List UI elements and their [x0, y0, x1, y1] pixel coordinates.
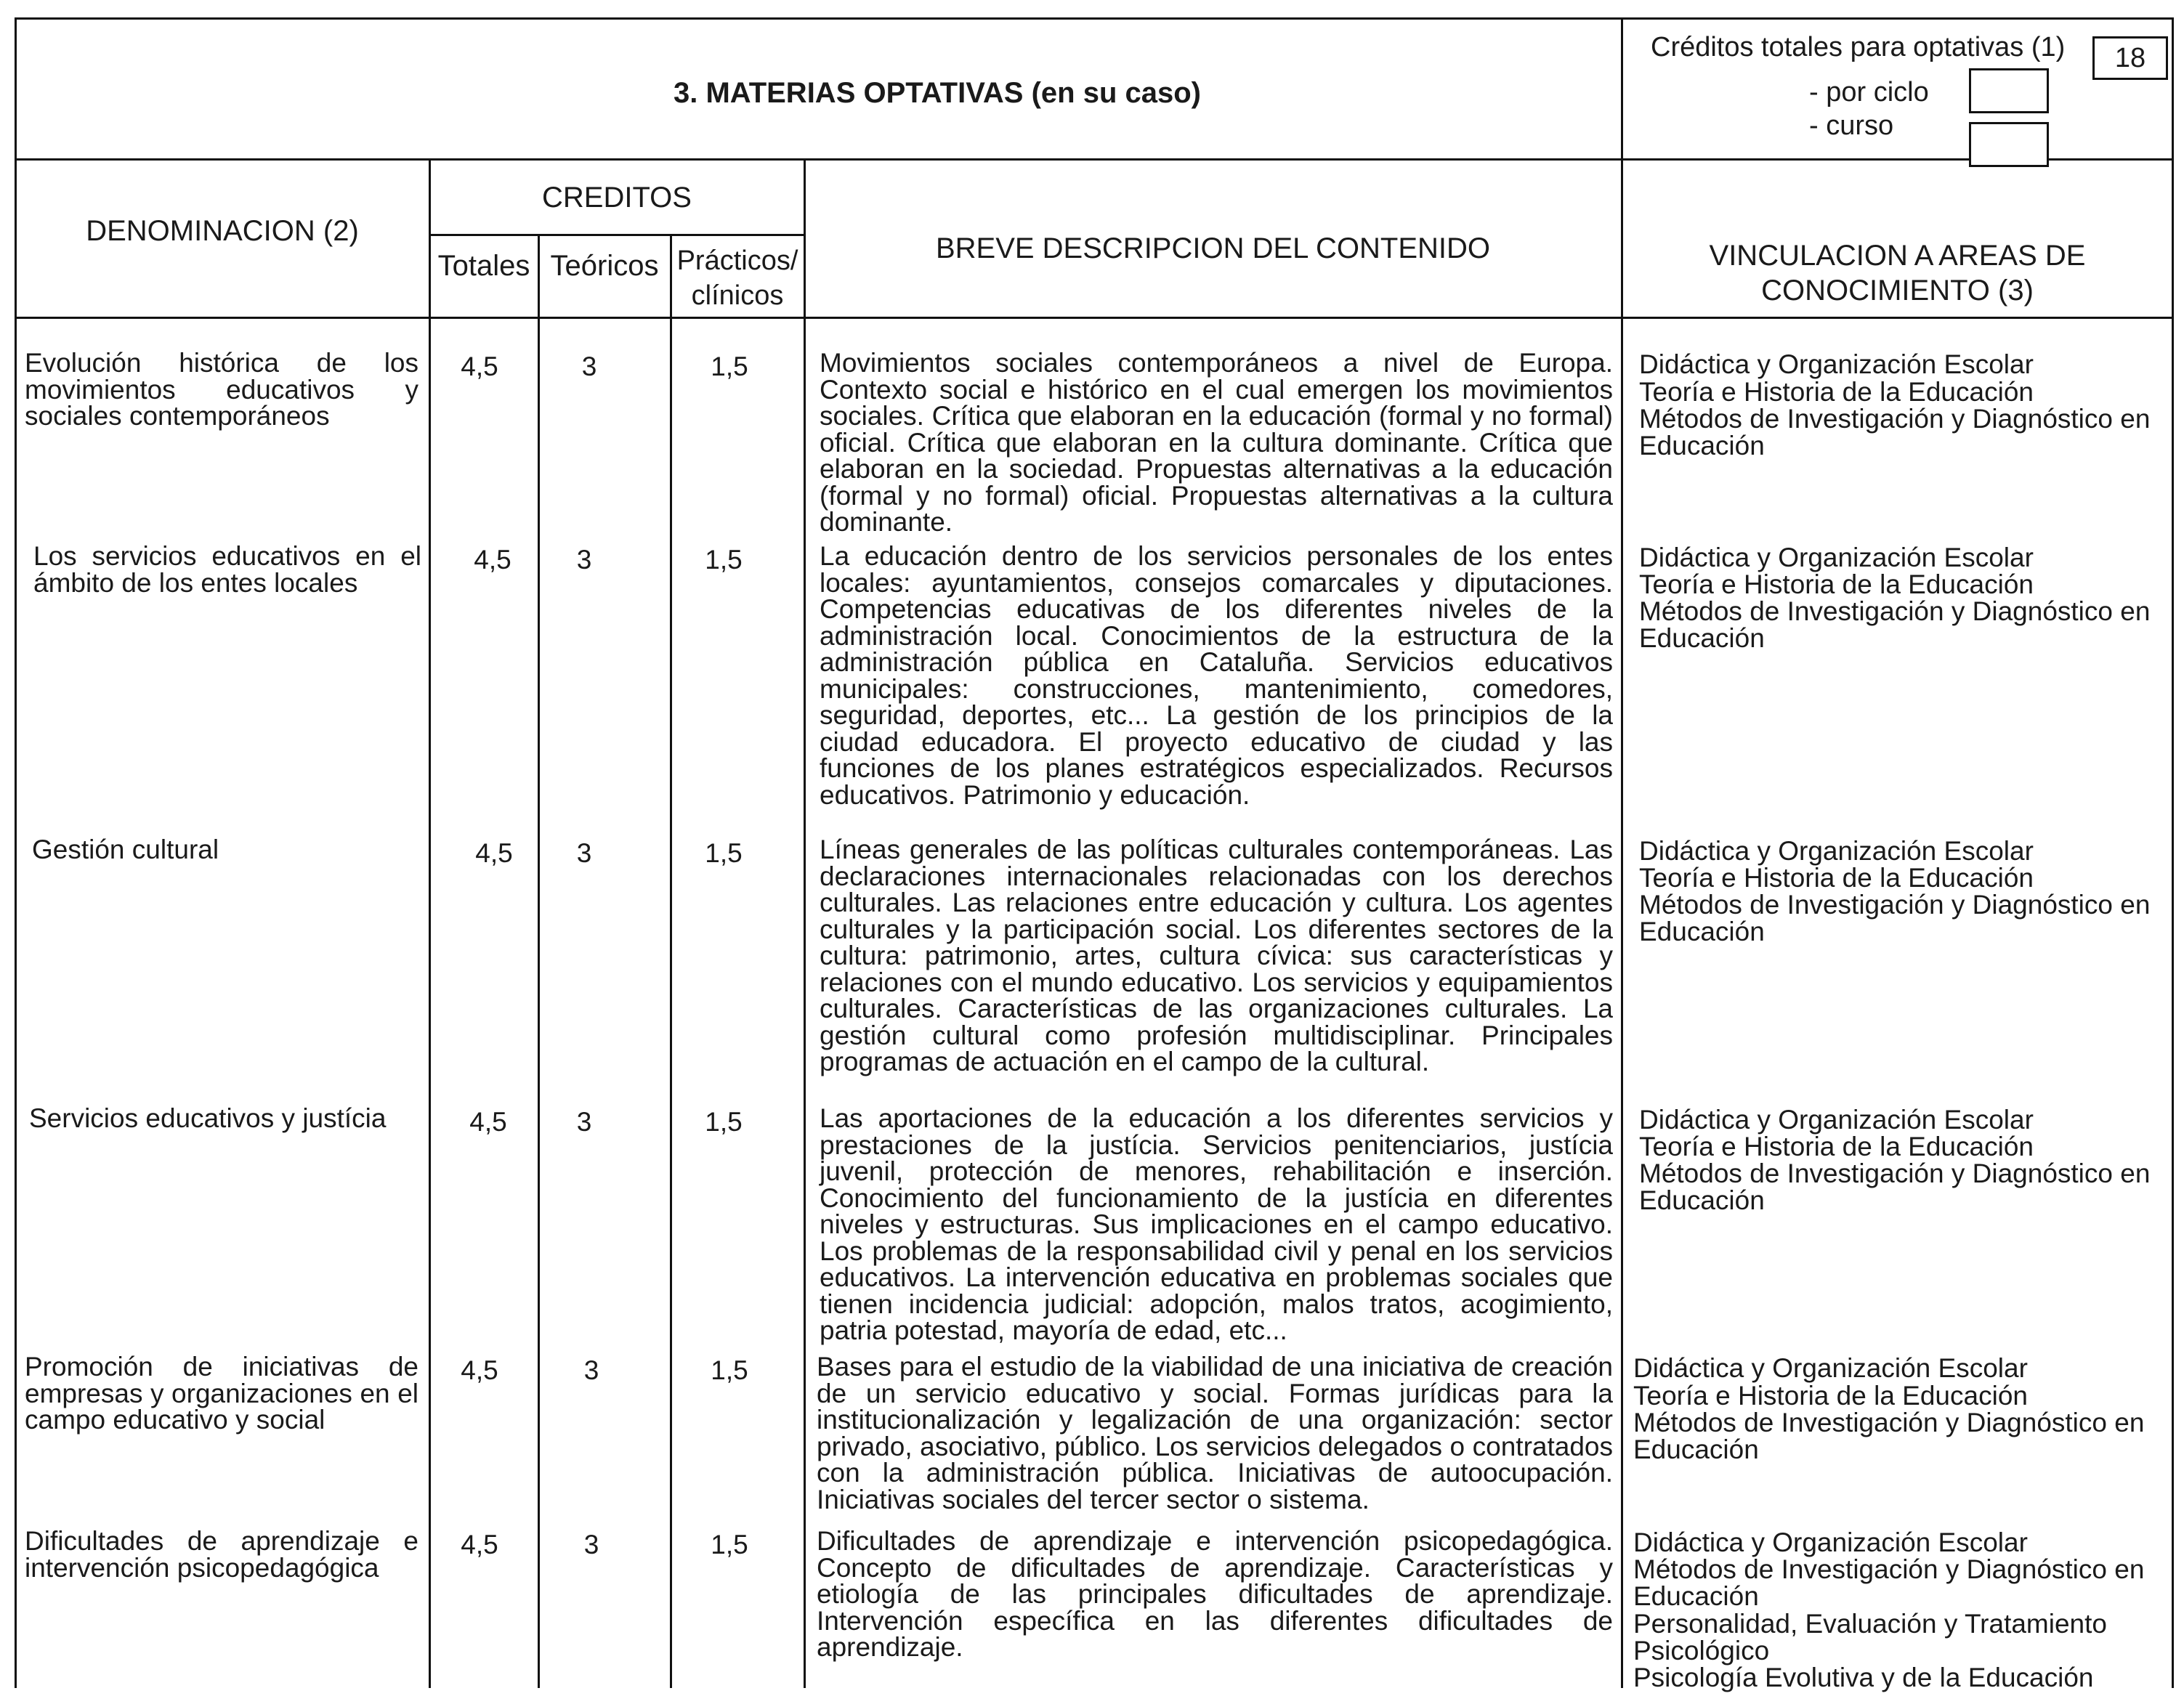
rule-col-denominacion: [429, 158, 431, 1688]
rule-left: [15, 17, 17, 1688]
row-totales: 4,5: [475, 838, 513, 868]
row-area: Personalidad, Evaluación y Tratamiento Psicológico: [1633, 1609, 2107, 1666]
row-practicos: 1,5: [705, 545, 743, 575]
row-descripcion: Movimientos sociales contemporáneos a nivel de Europa. Contexto social e histórico en el cual emergen los movimientos sociales. Crítica que elaboran en la educación (formal y no formal) oficial. Crítica que elaboran en la cultura dominante. Crítica que elaboran en la sociedad. Propuestas alternativas a la educación (formal y no formal) oficial. Propuestas alternativas a la cultura dominante.: [820, 348, 1613, 537]
row-area: Didáctica y Organización Escolar: [1639, 836, 2034, 866]
row-denominacion: Gestión cultural: [32, 835, 219, 864]
col-header-teoricos: Teóricos: [550, 250, 659, 282]
creditos-totales-label: Créditos totales para optativas (1): [1651, 32, 2066, 62]
row-teoricos: 3: [581, 352, 597, 381]
row-area: Teoría e Historia de la Educación: [1639, 377, 2034, 407]
row-teoricos: 3: [576, 838, 592, 868]
row-practicos: 1,5: [711, 352, 748, 381]
row-practicos: 1,5: [711, 1355, 748, 1385]
col-header-vinculacion-line1: VINCULACION A AREAS DE: [1709, 240, 2086, 272]
row-teoricos: 3: [576, 1107, 592, 1137]
row-area: Métodos de Investigación y Diagnóstico en Educación: [1633, 1408, 2145, 1464]
row-totales: 4,5: [461, 352, 498, 381]
rule-col-creditos: [804, 158, 806, 1688]
curso-box: [1969, 122, 2049, 167]
row-denominacion: Evolución histórica de los movimientos educativos y sociales contemporáneos: [25, 348, 418, 431]
row-denominacion: Dificultades de aprendizaje e intervención psicopedagógica: [25, 1526, 418, 1583]
rule-column-header-bottom: [15, 317, 2174, 319]
row-area: Métodos de Investigación y Diagnóstico en Educación: [1639, 1159, 2151, 1215]
row-descripcion: Las aportaciones de la educación a los diferentes servicios y prestaciones de la justícia. Servicios penitenciarios, justícia juvenil, protección de menores, rehabilitación e inserción. Conocimiento del funcionamiento de la justícia en diferentes niveles y estructuras. Sus implicaciones en el campo educativo. Los problemas de la responsabilidad civil y penal en los servicios educativos. La intervención educativa en problemas sociales que tienen incidencia judicial: adopción, malos tratos, acogimiento, patria potestad, mayoría de edad, etc...: [820, 1103, 1613, 1345]
row-descripcion: Bases para el estudio de la viabilidad de una iniciativa de creación de un servicio educativo y social. Formas jurídicas para la institucionalización y legalización de una organización: sector privado, asociativo, público. Los servicios delegados o contratados con la administración pública. Iniciativas de autoocupación. Iniciativas sociales del tercer sector o sistema.: [817, 1352, 1613, 1514]
rule-header-right: [1621, 17, 1623, 160]
row-teoricos: 3: [583, 1355, 599, 1385]
col-header-practicos-line2: clínicos: [691, 280, 784, 311]
row-teoricos: 3: [583, 1530, 599, 1559]
creditos-totales-box: 18: [2092, 36, 2168, 80]
row-denominacion: Los servicios educativos en el ámbito de los entes locales: [33, 541, 421, 598]
row-teoricos: 3: [576, 545, 592, 575]
row-totales: 4,5: [469, 1107, 507, 1137]
col-header-creditos: CREDITOS: [542, 182, 692, 214]
row-descripcion: Dificultades de aprendizaje e intervención psicopedagógica. Concepto de dificultades de aprendizaje. Características y etiología de las principales dificultades de aprendizaje. Intervención específica en las diferentes dificultades de aprendizaje.: [817, 1526, 1613, 1662]
rule-col-totales: [538, 234, 540, 1688]
row-area: Didáctica y Organización Escolar: [1639, 1105, 2034, 1135]
row-area: Teoría e Historia de la Educación: [1633, 1381, 2028, 1411]
col-header-descripcion: BREVE DESCRIPCION DEL CONTENIDO: [935, 232, 1491, 264]
row-practicos: 1,5: [705, 838, 743, 868]
col-header-totales: Totales: [437, 250, 530, 282]
row-area: Métodos de Investigación y Diagnóstico en Educación: [1633, 1554, 2145, 1611]
row-area: Teoría e Historia de la Educación: [1639, 863, 2034, 893]
row-area: Métodos de Investigación y Diagnóstico en Educación: [1639, 890, 2151, 946]
row-area: Didáctica y Organización Escolar: [1633, 1353, 2028, 1383]
row-area: Didáctica y Organización Escolar: [1633, 1527, 2028, 1557]
row-area: Didáctica y Organización Escolar: [1639, 349, 2034, 379]
row-practicos: 1,5: [711, 1530, 748, 1559]
row-area: Teoría e Historia de la Educación: [1639, 1132, 2034, 1161]
section-title: 3. MATERIAS OPTATIVAS (en su caso): [673, 77, 1201, 109]
curso-label: - curso: [1809, 110, 1894, 141]
row-area: Didáctica y Organización Escolar: [1639, 543, 2034, 572]
rule-right: [2172, 17, 2174, 1688]
row-area: Teoría e Historia de la Educación: [1639, 569, 2034, 599]
rule-header-bottom: [15, 158, 2174, 161]
row-descripcion: La educación dentro de los servicios personales de los entes locales: ayuntamientos, consejos comarcales y diputaciones. Competencias educativas de los diferentes niveles de la administración local. Conocimientos de la estructura de la administración pública en Cataluña. Servicios educativos municipales: construcciones, mantenimiento, comedores, seguridad, deportes, etc... La gestión de los principios de la ciudad educadora. El proyecto educativo de ciudad y las funciones de los planes estratégicos especializados. Recursos educativos. Patrimonio y educación.: [820, 541, 1613, 810]
rule-creditos-split: [429, 234, 804, 236]
row-area: Métodos de Investigación y Diagnóstico en Educación: [1639, 404, 2151, 461]
row-practicos: 1,5: [705, 1107, 743, 1137]
por-ciclo-label: - por ciclo: [1809, 77, 1929, 107]
col-header-vinculacion-line2: CONOCIMIENTO (3): [1761, 275, 2034, 307]
row-totales: 4,5: [461, 1530, 498, 1559]
rule-col-descripcion: [1621, 158, 1623, 1688]
por-ciclo-box: [1969, 68, 2049, 113]
row-totales: 4,5: [461, 1355, 498, 1385]
row-area: Métodos de Investigación y Diagnóstico en Educación: [1639, 596, 2151, 653]
row-denominacion: Servicios educativos y justícia: [29, 1103, 387, 1133]
col-header-denominacion: DENOMINACION (2): [86, 215, 359, 247]
row-descripcion: Líneas generales de las políticas culturales contemporáneas. Las declaraciones internacionales relacionadas con los derechos culturales. Las relaciones entre educación y cultura. Los agentes culturales y la participación social. Los diferentes sectores de la cultura: patrimonio, artes, cultura cívica: sus características y relaciones con el mundo educativo. Los servicios y equipamientos culturales. Características de las organizaciones culturales. La gestión cultural como profesión multidisciplinar. Principales programas de actuación en el campo de la cultural.: [820, 835, 1613, 1076]
rule-top: [15, 17, 2174, 20]
rule-col-teoricos: [670, 234, 672, 1688]
row-totales: 4,5: [474, 545, 511, 575]
col-header-practicos-line1: Prácticos/: [676, 246, 798, 276]
row-area: Psicología Evolutiva y de la Educación: [1633, 1663, 2094, 1692]
row-denominacion: Promoción de iniciativas de empresas y organizaciones en el campo educativo y social: [25, 1352, 418, 1435]
